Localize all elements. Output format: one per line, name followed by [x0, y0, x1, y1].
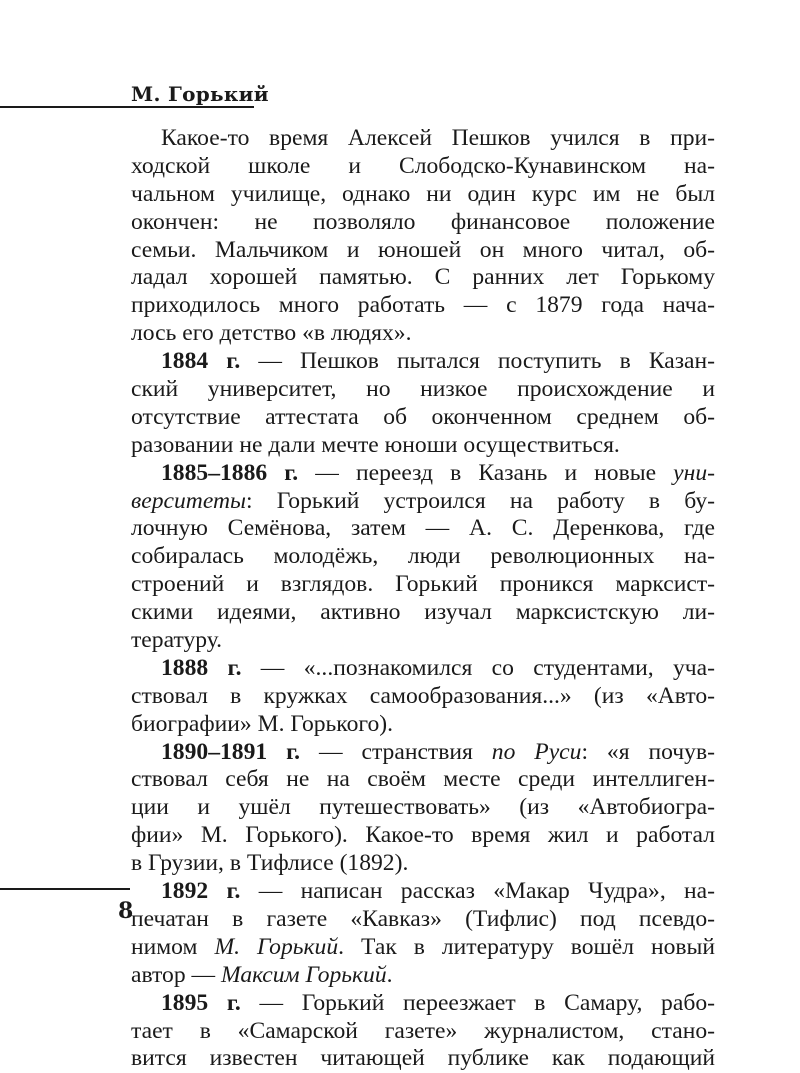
italic-phrase: по Руси	[491, 738, 582, 765]
text-segment: семьи. Мальчиком и юношей он много читал, об-	[131, 236, 715, 263]
text-line	[131, 683, 715, 711]
date-heading: 1892 г.	[161, 878, 241, 905]
text-line	[131, 934, 715, 962]
text-line	[131, 209, 715, 237]
text-segment: лочную Семёнова, затем — А. С. Деренкова, где	[131, 515, 715, 542]
text-line	[131, 376, 715, 404]
text-segment: — странствия	[300, 738, 492, 765]
text-line	[131, 822, 715, 850]
text-line	[131, 962, 715, 990]
text-line	[131, 1018, 715, 1046]
date-heading: 1895 г.	[161, 989, 241, 1016]
text-segment: ладал хорошей памятью. С ранних лет Горькому	[131, 264, 715, 291]
date-heading: 1885–1886 г.	[161, 459, 299, 486]
text-segment: в Грузии, в Тифлисе (1892).	[131, 850, 409, 877]
text-segment: печатан в газете «Кавказ» (Тифлис) под псевдо-	[131, 905, 715, 932]
text-segment: : «я почув-	[581, 738, 715, 765]
text-line	[131, 404, 715, 432]
page-number: 8	[118, 898, 134, 924]
text-segment: вится известен читающей публике как подающий	[131, 1045, 715, 1072]
text-line	[131, 264, 715, 292]
text-line	[131, 515, 715, 543]
header-rule	[0, 106, 254, 108]
text-line	[131, 181, 715, 209]
italic-phrase: Максим Горький	[221, 961, 387, 988]
italic-phrase: уни-	[673, 459, 715, 486]
text-line	[131, 488, 715, 516]
running-head: М. Горький	[131, 82, 269, 106]
text-line	[131, 739, 715, 767]
text-segment: — написан рассказ «Макар Чудра», на-	[240, 878, 715, 905]
text-segment: — Пешков пытался поступить в Казан-	[240, 348, 715, 375]
text-segment: — Горький переезжает в Самару, рабо-	[240, 989, 715, 1016]
text-line	[131, 766, 715, 794]
text-segment: тает в «Самарской газете» журналистом, стано-	[131, 1017, 715, 1044]
text-segment: Какое-то время Алексей Пешков учился в при-	[161, 125, 715, 151]
text-segment: .	[386, 961, 393, 988]
italic-phrase: М. Горький	[214, 933, 339, 960]
text-segment: ствовал в кружках самообразования...» (из «Авто-	[131, 682, 715, 709]
date-heading: 1890–1891 г.	[161, 738, 301, 765]
text-segment: — «...познакомился со студентами, уча-	[241, 654, 715, 681]
text-line	[131, 655, 715, 683]
text-segment: ствовал себя не на своём месте среди интеллиген-	[131, 766, 715, 793]
text-segment: биографии» М. Горького).	[131, 710, 394, 737]
text-line	[131, 906, 715, 934]
text-line	[131, 237, 715, 265]
text-line	[131, 292, 715, 320]
text-line	[131, 878, 715, 906]
text-line	[131, 432, 715, 460]
text-segment: строений и взглядов. Горький проникся марксист-	[131, 571, 715, 598]
text-segment: . Так в литературу вошёл новый	[338, 933, 715, 960]
text-segment: автор —	[131, 961, 222, 988]
text-line	[131, 599, 715, 627]
text-segment: лось его детство «в людях».	[131, 320, 412, 347]
text-line	[131, 794, 715, 822]
text-line	[131, 543, 715, 571]
text-line	[131, 627, 715, 655]
date-heading: 1888 г.	[161, 654, 242, 681]
text-segment: приходилось много работать — с 1879 года нача-	[131, 292, 715, 319]
text-segment: фии» М. Горького). Какое-то время жил и работал	[131, 822, 715, 849]
text-segment: тературу.	[131, 627, 223, 654]
text-line	[131, 348, 715, 376]
text-segment: нимом	[131, 933, 215, 960]
text-line	[131, 153, 715, 181]
text-segment: отсутствие аттестата об оконченном среднем об-	[131, 403, 715, 430]
text-segment: : Горький устроился на работу в бу-	[246, 487, 715, 514]
text-segment: окончен: не позволяло финансовое положение	[131, 208, 715, 235]
footer-rule	[0, 888, 130, 890]
text-line	[131, 990, 715, 1018]
date-heading: 1884 г.	[161, 348, 241, 375]
text-line	[131, 711, 715, 739]
text-line	[131, 125, 715, 153]
text-segment: чальном училище, однако ни один курс им не был	[131, 180, 715, 207]
text-line	[131, 460, 715, 488]
text-line	[131, 571, 715, 599]
text-line	[131, 320, 715, 348]
body-text	[131, 125, 715, 1073]
text-segment: ходской школе и Слободско-Кунавинском на-	[131, 152, 715, 179]
text-segment: собиралась молодёжь, люди революционных на-	[131, 543, 715, 570]
text-segment: разовании не дали мечте юноши осуществиться.	[131, 431, 620, 458]
text-segment: — переезд в Казань и новые	[298, 459, 674, 486]
italic-phrase: верситеты	[131, 487, 246, 514]
text-line	[131, 1045, 715, 1073]
text-line	[131, 850, 715, 878]
text-segment: ции и ушёл путешествовать» (из «Автобиогра-	[131, 794, 715, 821]
text-segment: скими идеями, активно изучал марксистскую ли-	[131, 599, 715, 626]
text-segment: ский университет, но низкое происхождение и	[131, 376, 715, 403]
